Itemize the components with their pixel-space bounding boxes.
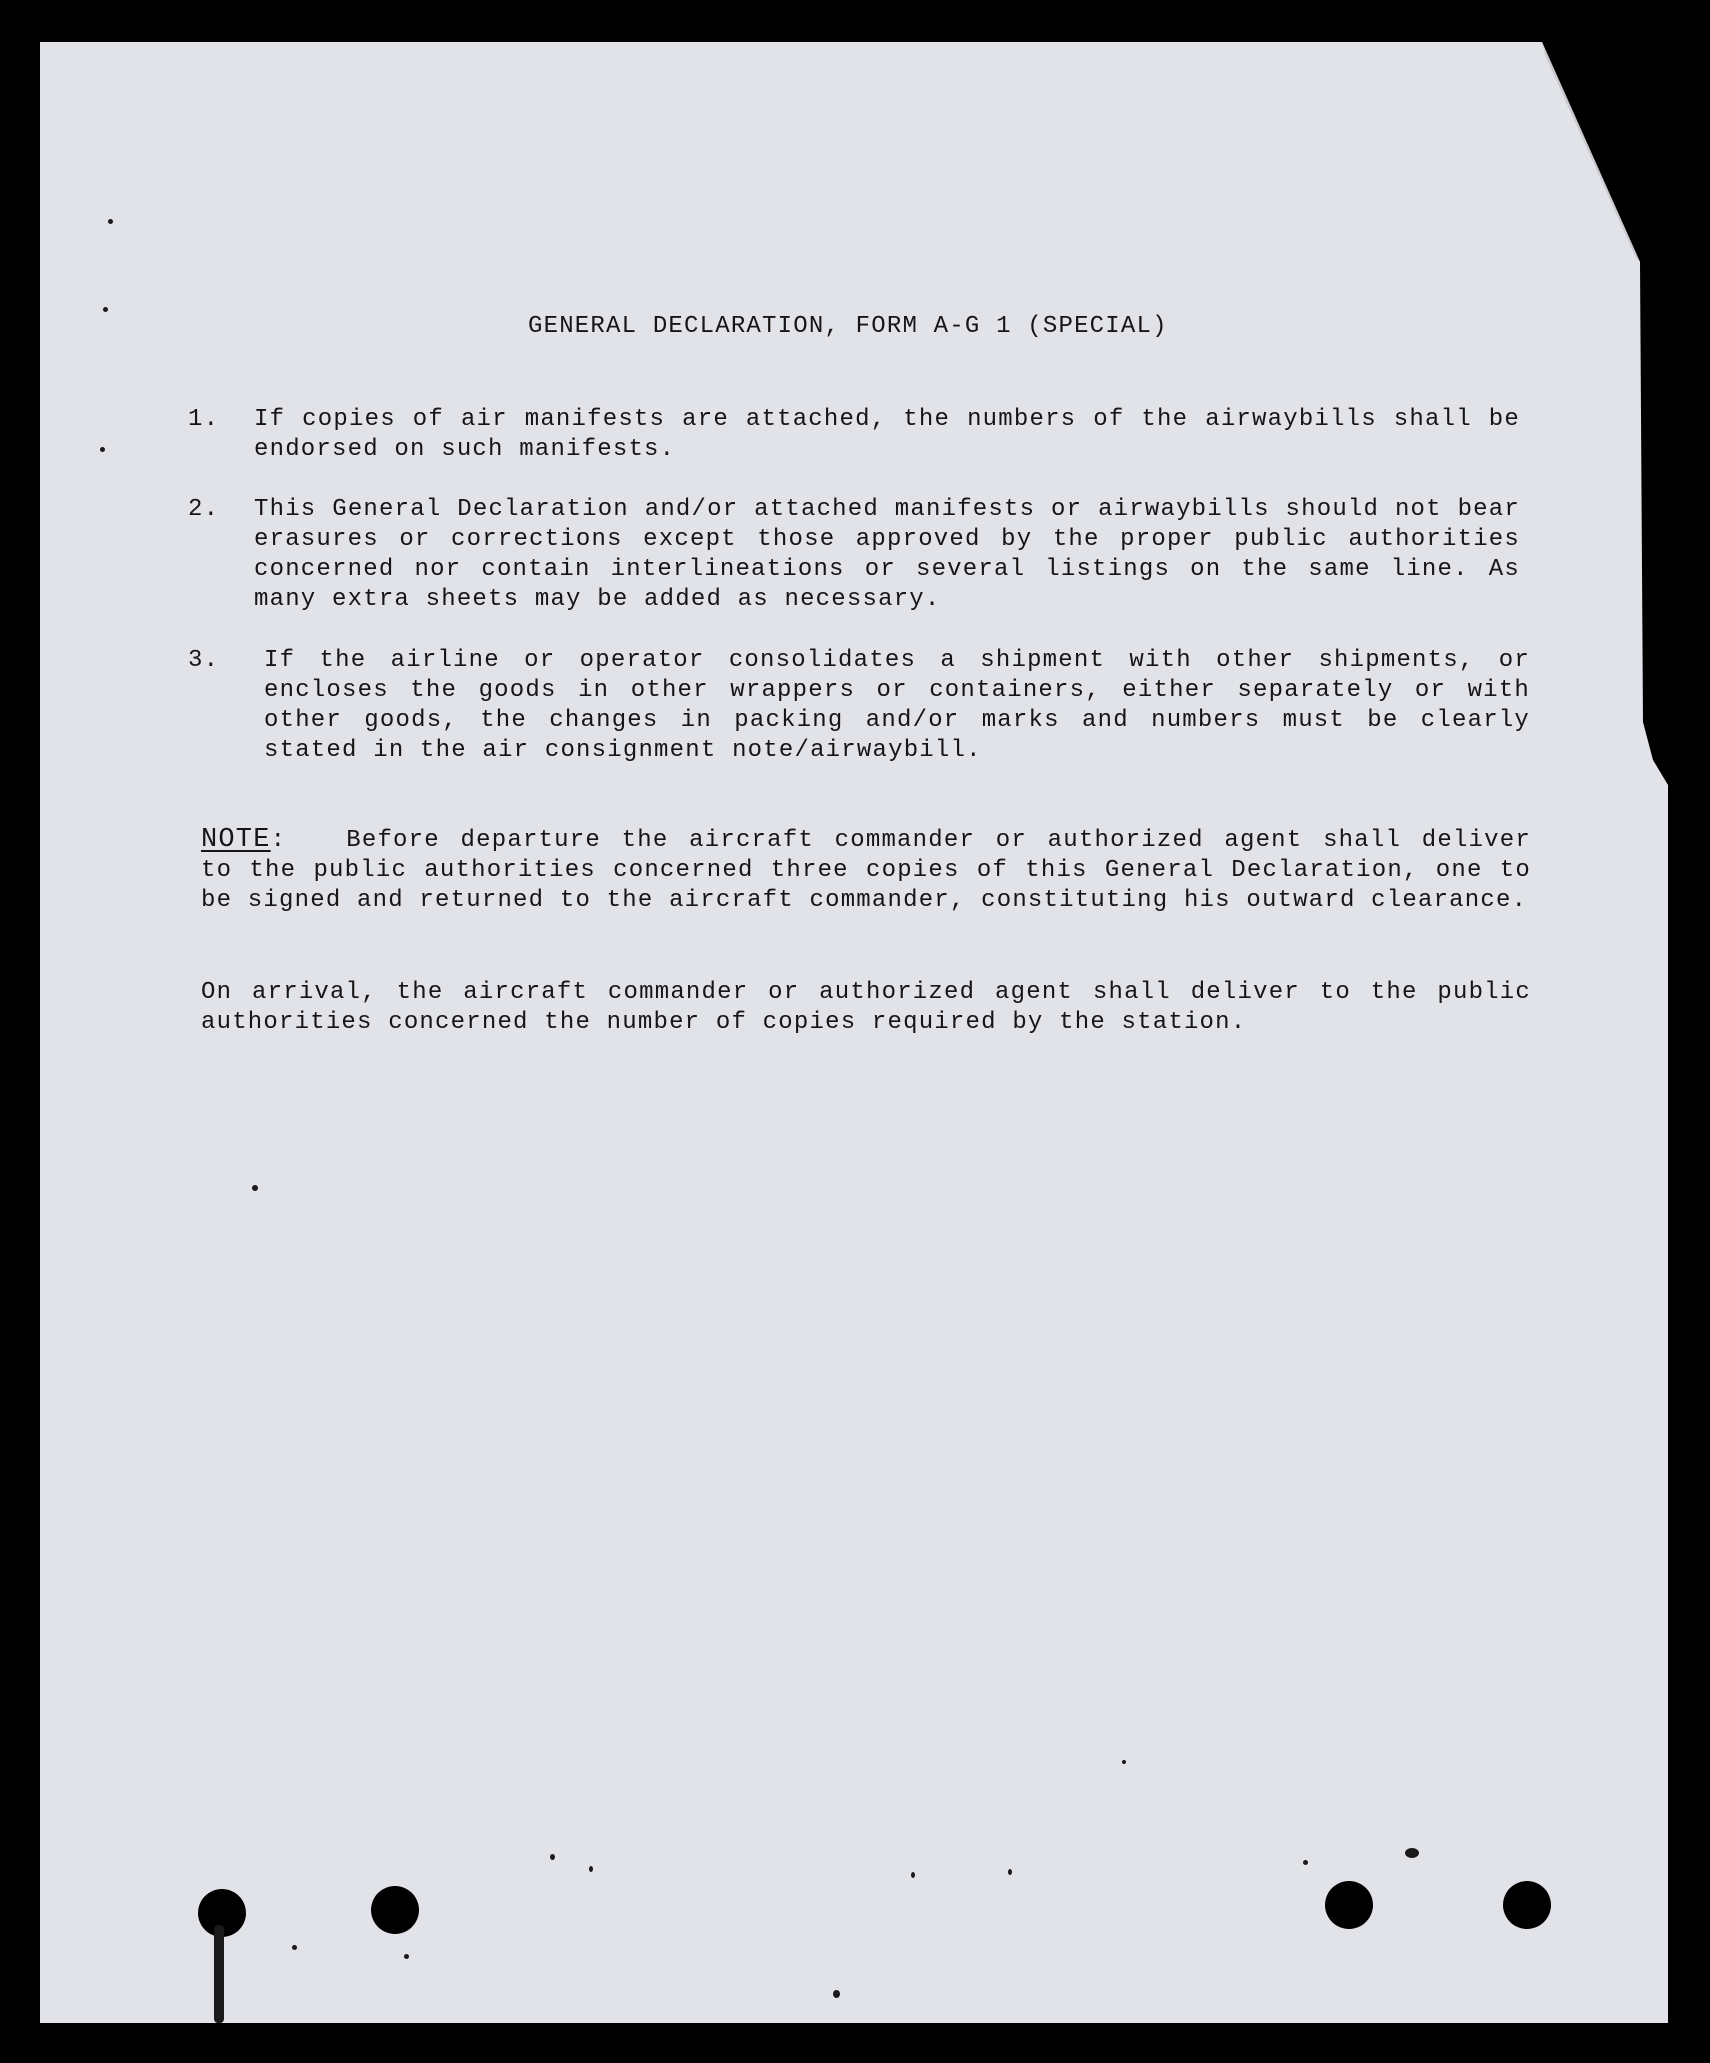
note-text: Before departure the aircraft commander or authorized agent shall deliver to the public authorities concerned three copies of this General Declaration, one to be signed and returned to the aircraft commander, constituting his outward clearance. xyxy=(201,827,1531,914)
dust-speck xyxy=(1405,1848,1419,1858)
note-label: NOTE xyxy=(201,825,271,855)
dust-speck xyxy=(108,219,113,224)
dust-speck xyxy=(550,1854,555,1860)
dust-speck xyxy=(404,1954,409,1959)
note-paragraph xyxy=(201,825,1531,916)
list-item-text: This General Declaration and/or attached manifests or airwaybills should not bear erasures or corrections except those approved by the proper public authorities concerned nor contain interlineations or several listings on the same line. As many extra sheets may be added as necessary. xyxy=(254,496,1520,613)
dust-speck xyxy=(1122,1760,1126,1764)
list-item-number: 3. xyxy=(188,647,220,674)
list-item-number: 2. xyxy=(188,496,220,523)
dust-speck xyxy=(103,307,108,312)
dust-speck xyxy=(1303,1860,1308,1865)
arrival-paragraph: On arrival, the aircraft commander or authorized agent shall deliver to the public authorities concerned the number of copies required by the station. xyxy=(201,979,1531,1036)
dust-speck xyxy=(589,1866,593,1872)
dust-speck xyxy=(911,1872,915,1878)
dust-speck xyxy=(252,1185,258,1191)
dust-speck xyxy=(292,1945,297,1950)
list-item-text: If copies of air manifests are attached, the numbers of the airwaybills shall be endorsed on such manifests. xyxy=(254,406,1520,463)
document-title: GENERAL DECLARATION, FORM A-G 1 (SPECIAL) xyxy=(528,313,1168,340)
dust-speck xyxy=(833,1990,840,1998)
list-item-text: If the airline or operator consolidates a shipment with other shipments, or encloses the goods in other wrappers or containers, either separately or with other goods, the changes in packing and/or marks and numbers must be clearly stated in the air consignment note/airwaybill. xyxy=(264,647,1530,764)
punch-hole xyxy=(1503,1881,1551,1929)
list-item-number: 1. xyxy=(188,406,220,433)
punch-hole xyxy=(371,1886,419,1934)
ink-smear xyxy=(214,1925,224,2023)
punch-hole xyxy=(1325,1881,1373,1929)
dust-speck xyxy=(1008,1869,1012,1875)
note-colon: : xyxy=(270,827,287,854)
dust-speck xyxy=(100,447,105,452)
